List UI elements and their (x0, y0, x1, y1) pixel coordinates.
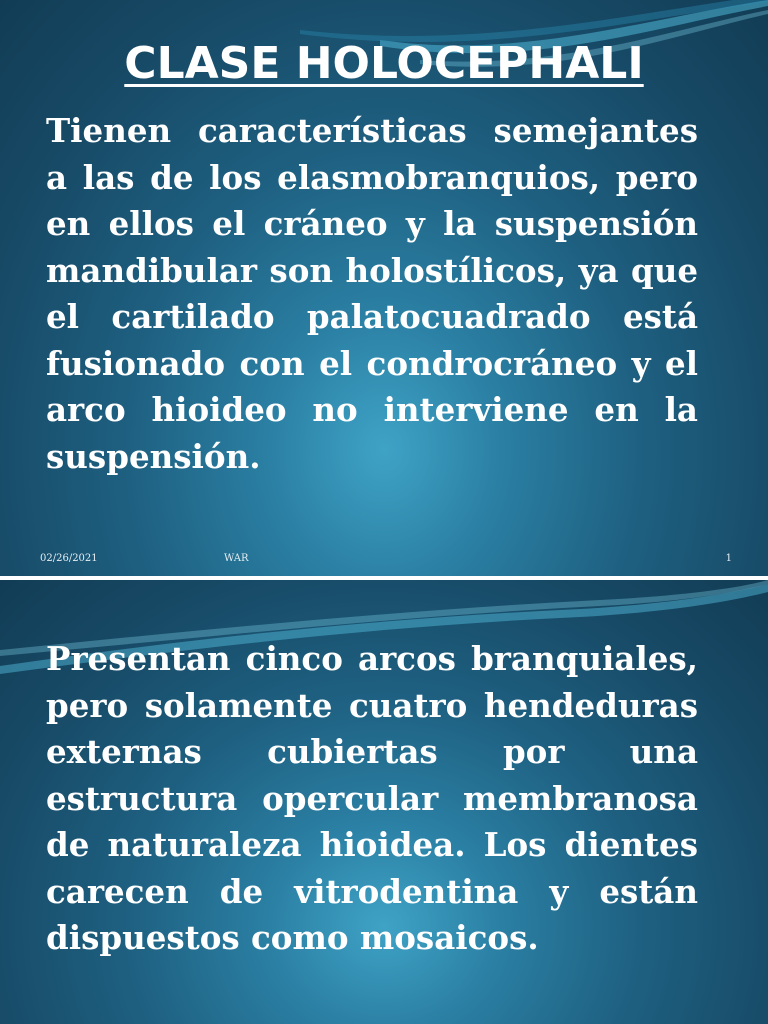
slide-body-text: Tienen características semejantes a las de los elasmobranquios, pero en ellos el cráneo y la suspensión mandibular son holostílicos, ya que el cartilado palatocuadrado está fusionado con el condrocráneo y el arco hioideo no interviene en la suspensión. (46, 111, 698, 476)
slide-body-text: Presentan cinco arcos branquiales, pero solamente cuatro hendeduras externas cubiertas por una estructura opercular membranosa de naturaleza hioidea. Los dientes carecen de vitrodentina y están dispuestos como mosaicos. (46, 639, 698, 957)
slide-2 (0, 580, 768, 1024)
footer-author: WAR (224, 553, 249, 564)
slide-title: CLASE HOLOCEPHALI (124, 38, 644, 89)
footer-page-number: 1 (725, 553, 732, 564)
footer-date: 02/26/2021 (40, 553, 98, 564)
